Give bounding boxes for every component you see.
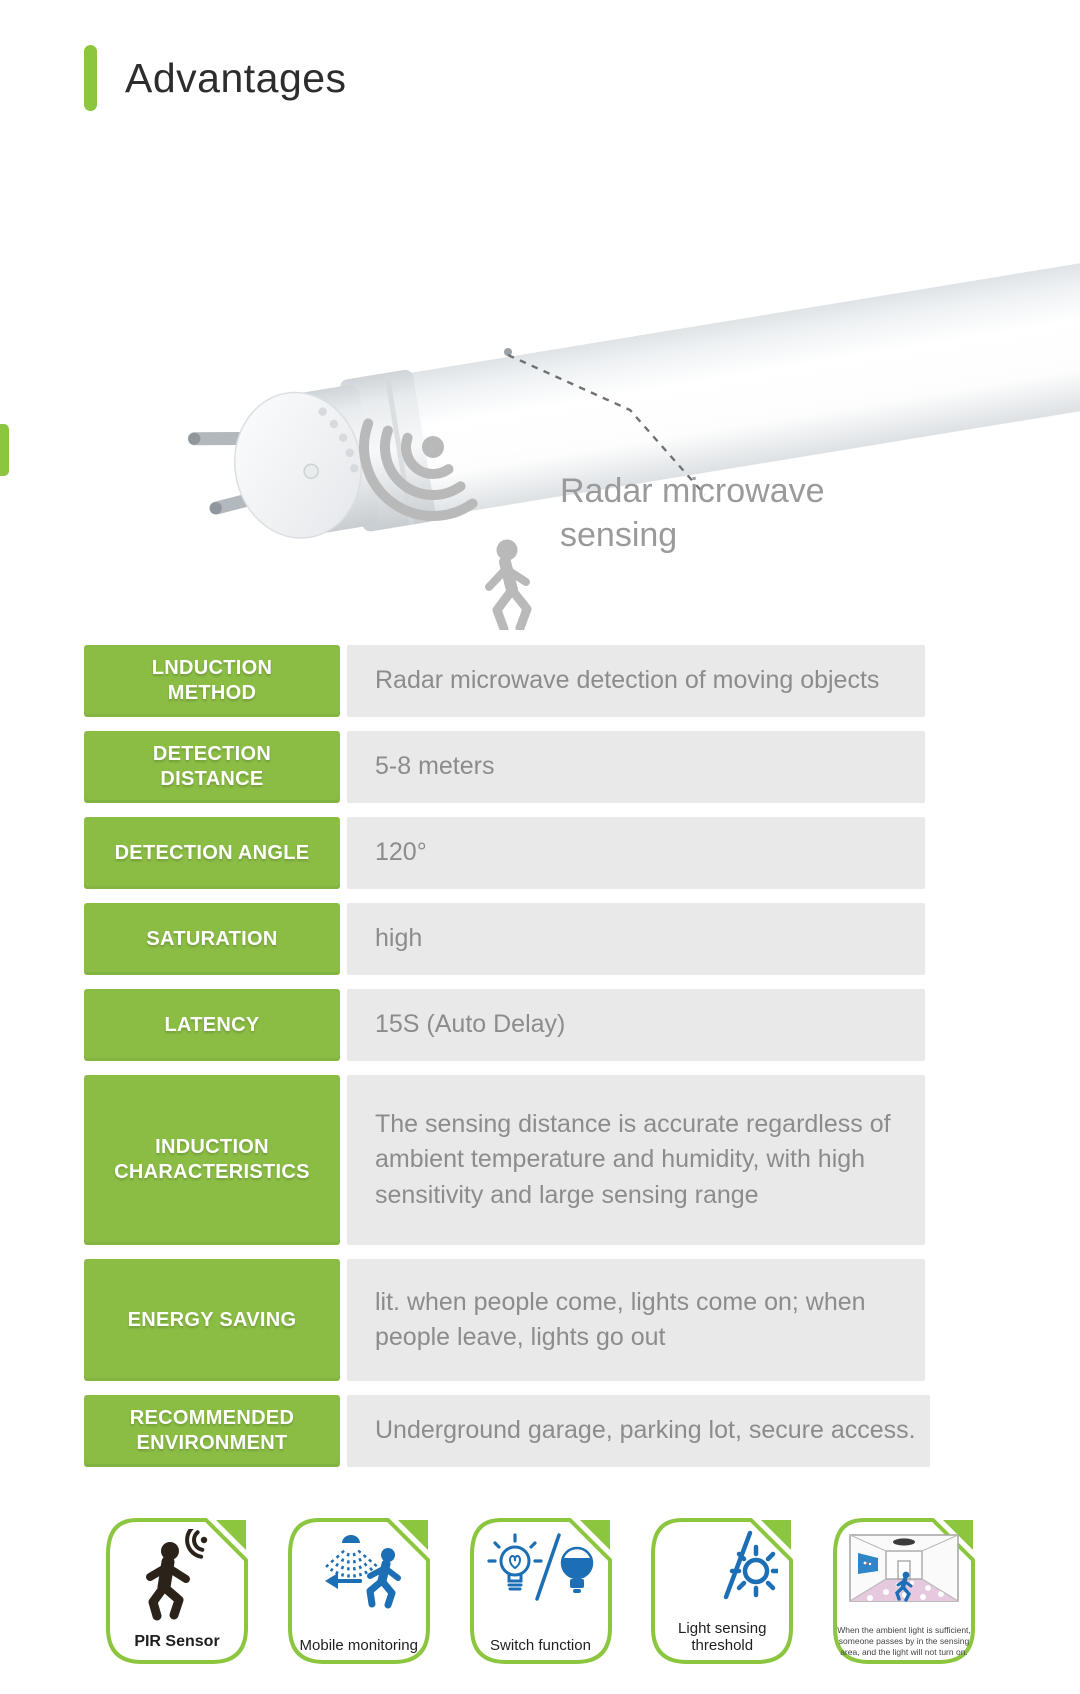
feature-card-label: PIR Sensor [134, 1632, 220, 1650]
slash [537, 1535, 559, 1599]
feature-card-label: Mobile monitoring [299, 1636, 418, 1654]
pir-sensor-icon [122, 1529, 232, 1621]
spec-label: RECOMMENDED ENVIRONMENT [84, 1395, 340, 1467]
led-tube-image [0, 130, 1080, 630]
feature-card-label: Light sensing threshold [678, 1619, 767, 1654]
spec-value: lit. when people come, lights come on; when people leave, lights go out [347, 1259, 925, 1381]
spec-value: The sensing distance is accurate regardless of ambient temperature and humidity, with high sensitivity and large sensing range [347, 1075, 925, 1245]
feature-card-mobile-monitoring [285, 1515, 433, 1667]
walking-person [370, 1548, 398, 1605]
spec-label: INDUCTION CHARACTERISTICS [84, 1075, 340, 1245]
spec-label: LATENCY [84, 989, 340, 1061]
heading-accent-bar [84, 45, 97, 111]
spec-row-detection-distance [84, 731, 925, 803]
spec-value: high [347, 903, 925, 975]
switch-function-icon [485, 1529, 597, 1605]
ambient-light-scene-icon [848, 1533, 960, 1605]
spec-label: DETECTION DISTANCE [84, 731, 340, 803]
spec-label: LNDUCTION METHOD [84, 645, 340, 717]
page-title: Advantages [125, 54, 347, 101]
spec-value: Radar microwave detection of moving objects [347, 645, 925, 717]
bulb-on [489, 1535, 541, 1589]
spec-value: 5-8 meters [347, 731, 925, 803]
feature-card-pir-sensor [103, 1515, 251, 1667]
feature-card-light-sensing-threshold [648, 1515, 796, 1667]
page-header [84, 44, 347, 112]
spec-row-energy-saving [84, 1259, 925, 1381]
spec-table [84, 645, 925, 1481]
feature-card-label: Switch function [490, 1636, 591, 1654]
bulb-off [562, 1546, 592, 1593]
spec-value: 15S (Auto Delay) [347, 989, 925, 1061]
tube-pin-top [194, 432, 239, 446]
sun [732, 1547, 778, 1595]
sensor-dot [504, 348, 512, 356]
ceiling-light-off [893, 1538, 915, 1545]
spec-value: 120° [347, 817, 925, 889]
product-hero [0, 130, 1080, 630]
walking-person-icon [489, 540, 527, 630]
feature-card-caption: When the ambient light is sufficient, someone passes by in the sensing area, and the light will not turn on. [837, 1624, 971, 1657]
spec-label: SATURATION [84, 903, 340, 975]
spec-row-latency [84, 989, 925, 1061]
feature-card-switch-function [467, 1515, 615, 1667]
feature-cards [103, 1515, 978, 1667]
light-sensing-threshold-icon [666, 1529, 778, 1603]
sensor-fan-arcs [325, 1551, 376, 1576]
feature-card-ambient-light [830, 1515, 978, 1667]
spec-row-detection-angle [84, 817, 925, 889]
spec-value: Underground garage, parking lot, secure access. [347, 1395, 930, 1467]
sensing-callout-label: Radar microwave sensing [560, 472, 825, 554]
spec-label: DETECTION ANGLE [84, 817, 340, 889]
spec-row-saturation [84, 903, 925, 975]
pir-wave-arcs [187, 1529, 207, 1557]
mobile-monitoring-icon [304, 1529, 414, 1613]
moon [674, 1533, 718, 1581]
spec-row-induction-method [84, 645, 925, 717]
spec-row-recommended-environment [84, 1395, 925, 1467]
spec-label: ENERGY SAVING [84, 1259, 340, 1381]
spec-row-induction-characteristics [84, 1075, 925, 1245]
